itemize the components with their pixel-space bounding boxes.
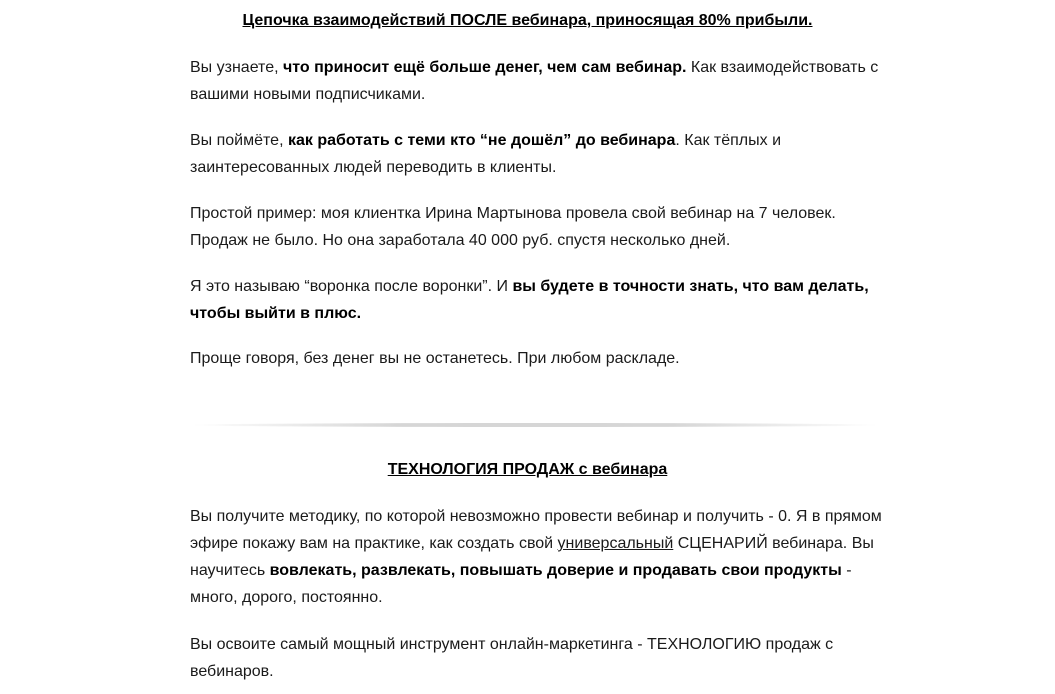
paragraph-method: Вы получите методику, по которой невозможно провести вебинар и получить - 0. Я в прямом эфире покажу вам на практике, как создать свой универсальный СЦЕНАРИЙ вебинара. Вы научитесь вовлекать, развлекать, повышать доверие и продавать свои продукты - много, дорого, постоянно.: [190, 508, 882, 606]
section-divider: [190, 423, 880, 427]
paragraph-understand: Вы поймёте, как работать с теми кто “не дошёл” до вебинара. Как тёплых и заинтересованных людей переводить в клиенты.: [190, 132, 782, 176]
paragraph-tool: Вы освоите самый мощный инструмент онлайн-маркетинга - ТЕХНОЛОГИЮ продаж с вебинаров.: [190, 636, 834, 680]
paragraph-funnel: Я это называю “воронка после воронки”. И вы будете в точности знать, что вам делать, чтобы выйти в плюс.: [190, 278, 869, 322]
paragraph-learn: Вы узнаете, что приносит ещё больше денег, чем сам вебинар. Как взаимодействовать с вашими новыми подписчиками.: [190, 59, 879, 103]
paragraph-summary: Проще говоря, без денег вы не останетесь. При любом раскладе.: [190, 350, 680, 367]
section-heading-after-webinar: Цепочка взаимодействий ПОСЛЕ вебинара, приносящая 80% прибыли.: [242, 12, 813, 29]
paragraph-example: Простой пример: моя клиентка Ирина Мартынова провела свой вебинар на 7 человек. Продаж не было. Но она заработала 40 000 руб. спустя несколько дней.: [190, 205, 836, 249]
section-heading-sales-technology: ТЕХНОЛОГИЯ ПРОДАЖ с вебинара: [387, 461, 668, 478]
